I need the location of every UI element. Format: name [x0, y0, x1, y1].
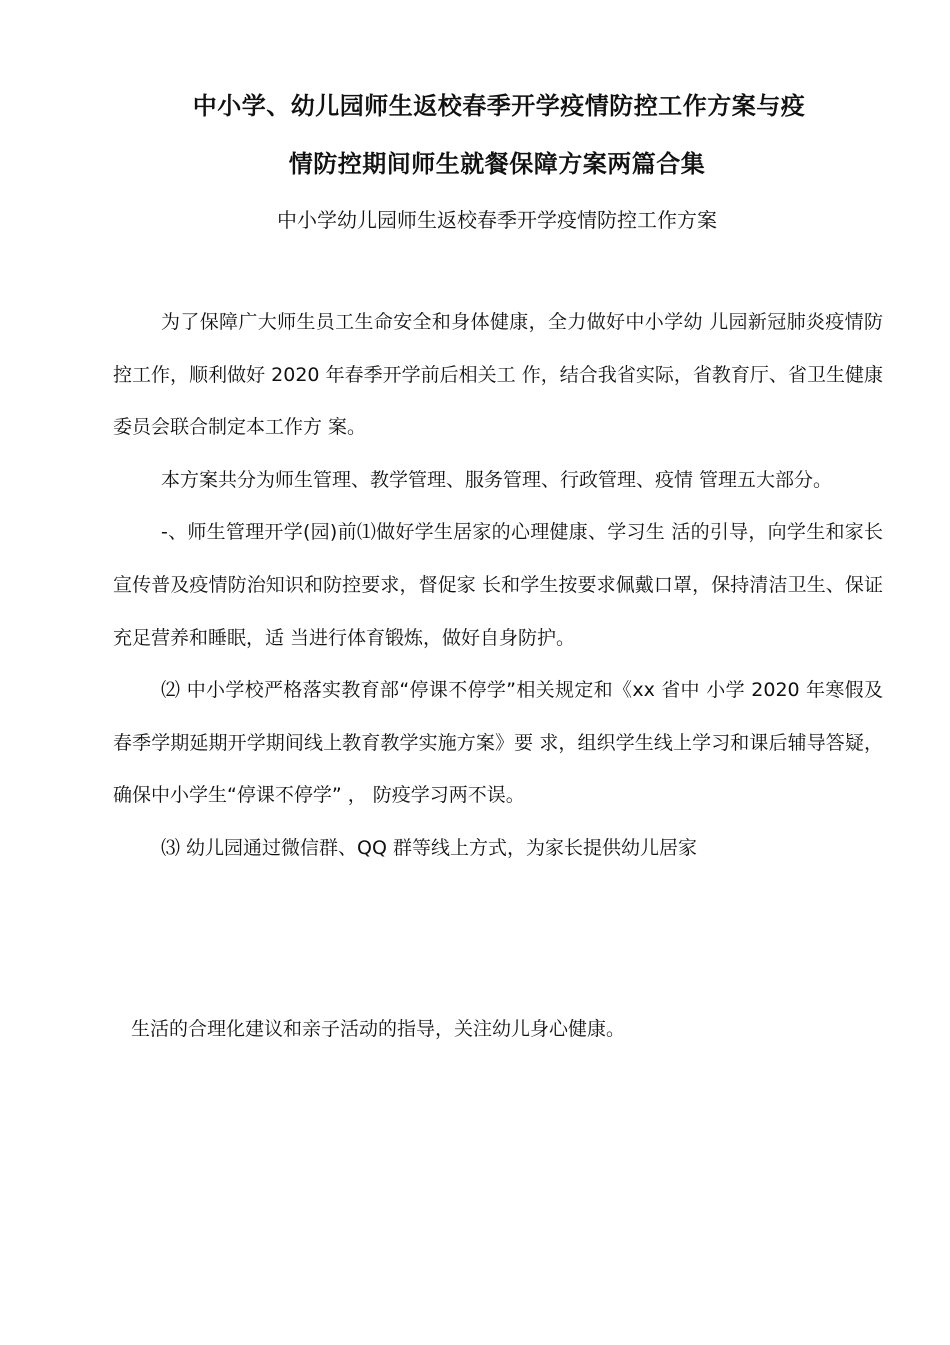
document-body [113, 296, 883, 875]
paragraph-kindergarten: ⑶ 幼儿园通过微信群、QQ 群等线上方式，为家长提供幼儿居家 [161, 836, 697, 859]
paragraph-continuation: 生活的合理化建议和亲子活动的指导，关注幼儿身心健康。 [131, 1018, 626, 1040]
document-subtitle: 中小学幼儿园师生返校春季开学疫情防控工作方案 [277, 208, 717, 232]
paragraph-scope: 本方案共分为师生管理、教学管理、服务管理、行政管理、疫情 管理五大部分。 [161, 468, 833, 491]
document-title-line-1: 中小学、幼儿园师生返校春季开学疫情防控工作方案与疫 [192, 92, 806, 120]
paragraph-online-teaching: ⑵ 中小学校严格落实教育部“停课不停学”相关规定和《xx 省中 小学 2020 年寒假及春季学期延期开学期间线上教育教学实施方案》要 求，组织学生线上学习和课后辅导答疑，确保中小学生“停课不停学” ， 防疫学习两不误。 [113, 679, 883, 807]
paragraph-student-management: -、师生管理开学(园)前⑴做好学生居家的心理健康、学习生 活的引导，向学生和家长宣传普及疫情防治知识和防控要求，督促家 长和学生按要求佩戴口罩，保持清洁卫生、保证充足营养和睡眠，适 当进行体育锻炼，做好自身防护。 [113, 521, 883, 649]
paragraph-intro: 为了保障广大师生员工生命安全和身体健康，全力做好中小学幼 儿园新冠肺炎疫情防控工作，顺利做好 2020 年春季开学前后相关工 作，结合我省实际，省教育厅、省卫生健康委员会联合制定本工作方 案。 [113, 311, 883, 439]
document-title-line-2: 情防控期间师生就餐保障方案两篇合集 [288, 150, 706, 178]
